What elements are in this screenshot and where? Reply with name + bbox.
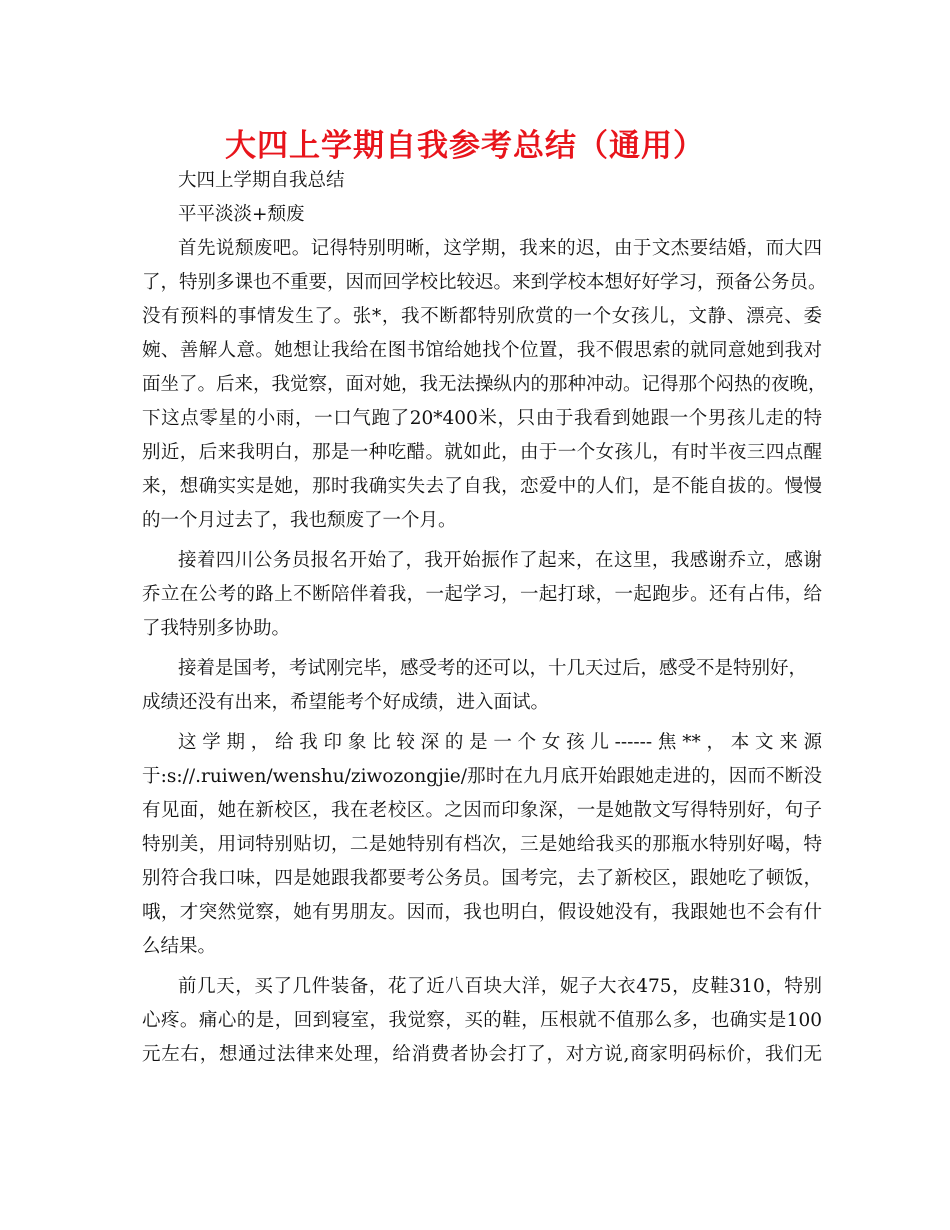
text-line: 成绩还没有出来，希望能考个好成绩，进入面试。 [142, 692, 550, 713]
text-line: 心疼。痛心的是，回到寝室，我觉察，买的鞋，压根就不值那么多，也确实是100 [142, 1010, 822, 1031]
text-line: 接着四川公务员报名开始了，我开始振作了起来，在这里，我感谢乔立，感谢 [178, 550, 822, 571]
text-line: 来，想确实实是她，那时我确实失去了自我，恋爱中的人们，是不能自拔的。慢慢 [142, 476, 822, 497]
text-line: 么结果。 [142, 936, 217, 957]
subtitle-line: 大四上学期自我总结 [178, 170, 345, 191]
text-line: 下这点零星的小雨，一口气跑了20*400米，只由于我看到她跟一个男孩儿走的特 [142, 408, 822, 429]
text-line: 有见面，她在新校区，我在老校区。之因而印象深，一是她散文写得特别好，句子 [142, 800, 822, 821]
text-line: 了，特别多课也不重要，因而回学校比较迟。来到学校本想好好学习，预备公务员。 [142, 272, 827, 293]
text-line: 首先说颓废吧。记得特别明晰，这学期，我来的迟，由于文杰要结婚，而大四 [178, 238, 822, 259]
text-line: 婉、善解人意。她想让我给在图书馆给她找个位置，我不假思索的就同意她到我对 [142, 340, 822, 361]
text-line: 没有预料的事情发生了。张*，我不断都特别欣赏的一个女孩儿，文静、漂亮、委 [142, 306, 822, 327]
text-line: 的一个月过去了，我也颓废了一个月。 [142, 510, 457, 531]
text-line: 哦，才突然觉察，她有男朋友。因而，我也明白，假设她没有，我跟她也不会有什 [142, 902, 822, 923]
text-line: 元左右，想通过法律来处理，给消费者协会打了，对方说,商家明码标价，我们无 [142, 1044, 822, 1065]
text-line: 乔立在公考的路上不断陪伴着我，一起学习，一起打球，一起跑步。还有占伟，给 [142, 584, 822, 605]
text-line: 这学期，给我印象比较深的是一个女孩儿------焦**，本文来源 [178, 732, 822, 753]
text-line: 特别美，用词特别贴切，二是她特别有档次，三是她给我买的那瓶水特别好喝，特 [142, 834, 822, 855]
text-line: 面坐了。后来，我觉察，面对她，我无法操纵内的那种冲动。记得那个闷热的夜晚， [142, 374, 827, 395]
document-title: 大四上学期自我参考总结（通用） [225, 128, 705, 164]
text-line: 别近，后来我明白，那是一种吃醋。就如此，由于一个女孩儿，有时半夜三四点醒 [142, 442, 822, 463]
text-line: 了我特别多协助。 [142, 618, 291, 639]
text-line: 前几天，买了几件装备，花了近八百块大洋，妮子大衣475，皮鞋310，特别 [178, 976, 822, 997]
text-line: 别符合我口味，四是她跟我都要考公务员。国考完，去了新校区，跟她吃了顿饭， [142, 868, 822, 889]
text-line: 于:s://.ruiwen/wenshu/ziwozongjie/那时在九月底开始跟她走进的，因而不断没 [142, 766, 822, 787]
tagline: 平平淡淡+颓废 [178, 204, 305, 225]
text-line: 接着是国考，考试刚完毕，感受考的还可以，十几天过后，感受不是特别好， [178, 658, 808, 679]
